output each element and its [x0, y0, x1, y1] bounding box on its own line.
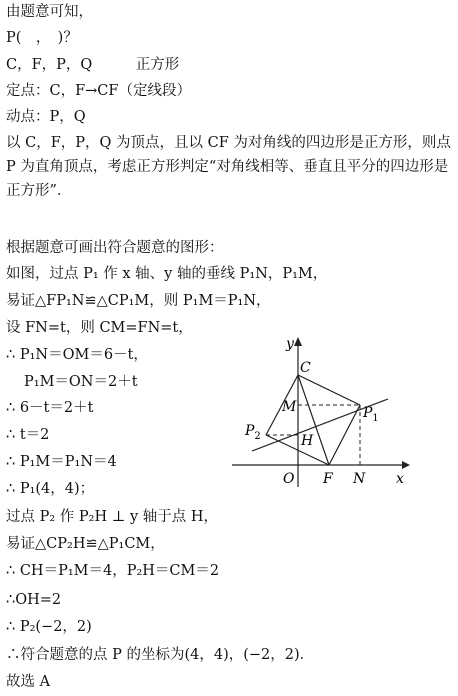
text-line-figure-intro: 根据题意可画出符合题意的图形： — [6, 240, 224, 256]
text-line-congruence-2: 易证△CP₂H≌△P₁CM， — [6, 536, 165, 552]
text-line-t-value: ∴ t＝2 — [6, 427, 50, 443]
label-h: H — [301, 433, 314, 449]
y-axis-arrow — [294, 337, 302, 346]
label-n: N — [353, 471, 366, 487]
text-line-p2-coord: ∴ P₂(−2，2) — [6, 619, 92, 635]
text-line-congruence-1: 易证△FP₁N≌△CP₁M，则 P₁M＝P₁N， — [6, 293, 271, 309]
text-line-p1m: P₁M＝ON＝2＋t — [24, 374, 138, 390]
text-line-p2-perp: 过点 P₂ 作 P₂H ⊥ y 轴于点 H， — [6, 509, 219, 525]
text-line-ch: ∴ CH＝P₁M＝4，P₂H＝CM＝2 — [6, 563, 220, 579]
text-line-equation: ∴ 6－t＝2＋t — [6, 400, 94, 416]
text-line-5: 动点：P，Q — [6, 109, 86, 125]
text-line-3: C，F，P，Q 正方形 — [6, 57, 180, 73]
label-f: F — [323, 471, 333, 487]
edge-p1-f — [329, 405, 360, 465]
text-line-lengths: ∴ P₁M＝P₁N＝4 — [6, 454, 117, 470]
label-y: y — [286, 336, 294, 352]
figure-svg — [230, 332, 415, 492]
text-line-2: P( ， )？ — [6, 30, 78, 46]
label-c: C — [300, 360, 311, 376]
text-line-conclusion: ∴符合题意的点 P 的坐标为(4，4)，(−2，2)． — [6, 647, 315, 663]
label-o: O — [283, 471, 295, 487]
text-line-oh: ∴OH=2 — [6, 592, 62, 608]
text-line-4: 定点：C，F→CF（定线段） — [6, 83, 191, 99]
coordinate-figure — [230, 332, 415, 492]
label-p1: $P_1$ — [363, 405, 379, 424]
text-line-perpendiculars: 如图，过点 P₁ 作 x 轴、y 轴的垂线 P₁N，P₁M， — [6, 266, 328, 282]
label-x: x — [396, 471, 404, 487]
text-paragraph-square: 以 C，F，P，Q 为顶点，且以 CF 为对角线的四边形是正方形，则点 P 为直角顶点，考虑正方形判定“对角线相等、垂直且平分的四边形是正方形”． — [6, 135, 451, 199]
label-m: M — [282, 399, 297, 415]
text-line-1: 由题意可知， — [6, 4, 93, 20]
edge-f-c — [298, 375, 329, 465]
label-p2: $P_2$ — [245, 423, 261, 442]
text-line-answer: 故选 A — [6, 674, 51, 690]
text-line-p1-coord: ∴ P₁(4，4)； — [6, 481, 95, 497]
text-line-p1n: ∴ P₁N＝OM＝6－t， — [6, 347, 148, 363]
text-line-set-t: 设 FN=t，则 CM=FN=t， — [6, 320, 193, 336]
x-axis-arrow — [402, 461, 410, 469]
